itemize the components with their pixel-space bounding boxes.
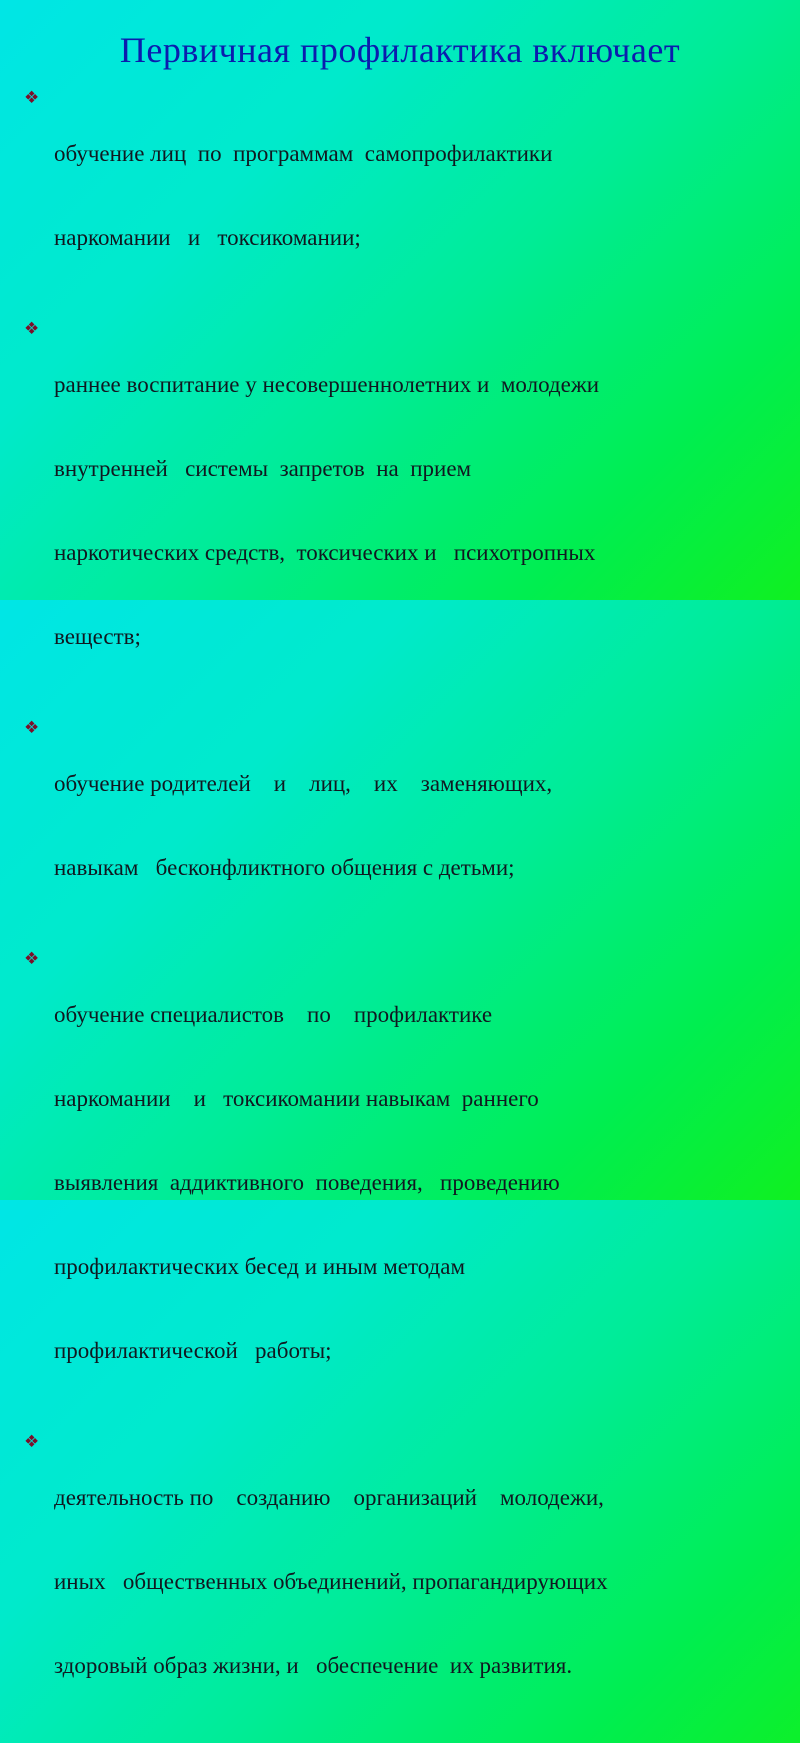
bullet-line: обучение лиц по программам самопрофилактики <box>54 141 553 166</box>
diamond-star-bullet-icon: ❖ <box>24 1432 40 1452</box>
list-item <box>24 84 764 308</box>
list-item <box>24 945 764 1421</box>
bullet-line: наркомании и токсикомании навыкам раннего <box>54 1086 539 1111</box>
bullet-text <box>54 315 764 707</box>
bullet-line: обучение родителей и лиц, их заменяющих, <box>54 771 553 796</box>
bullet-line: выявления аддиктивного поведения, проведению <box>54 1170 560 1195</box>
bullet-line: наркотических средств, токсических и психотропных <box>54 540 596 565</box>
bullet-line: навыкам бесконфликтного общения с детьми; <box>54 855 515 880</box>
bullet-line: внутренней системы запретов на прием <box>54 456 472 481</box>
list-item <box>24 315 764 707</box>
bullet-text <box>54 84 764 308</box>
bullet-line: иных общественных объединений, пропагандирующих <box>54 1569 608 1594</box>
bullet-line: здоровый образ жизни, и обеспечение их развития. <box>54 1653 573 1678</box>
bullet-line: наркомании и токсикомании; <box>54 225 361 250</box>
bullet-text <box>54 945 764 1421</box>
bullet-line: профилактической работы; <box>54 1338 332 1363</box>
diamond-star-bullet-icon: ❖ <box>24 949 40 969</box>
diamond-star-bullet-icon: ❖ <box>24 718 40 738</box>
bullet-text <box>54 1428 764 1736</box>
bullet-line: деятельность по созданию организаций молодежи, <box>54 1485 604 1510</box>
bullet-line: профилактических бесед и иным методам <box>54 1254 466 1279</box>
bullet-text <box>54 714 764 938</box>
list-item <box>24 1428 764 1736</box>
bullet-list <box>24 84 764 1743</box>
bullet-line: веществ; <box>54 624 141 649</box>
bullet-line: раннее воспитание у несовершеннолетних и молодежи <box>54 372 600 397</box>
list-item <box>24 714 764 938</box>
diamond-star-bullet-icon: ❖ <box>24 319 40 339</box>
bullet-line: обучение специалистов по профилактике <box>54 1002 493 1027</box>
diamond-star-bullet-icon: ❖ <box>24 88 40 108</box>
slide-title: Первичная профилактика включает <box>119 30 681 70</box>
